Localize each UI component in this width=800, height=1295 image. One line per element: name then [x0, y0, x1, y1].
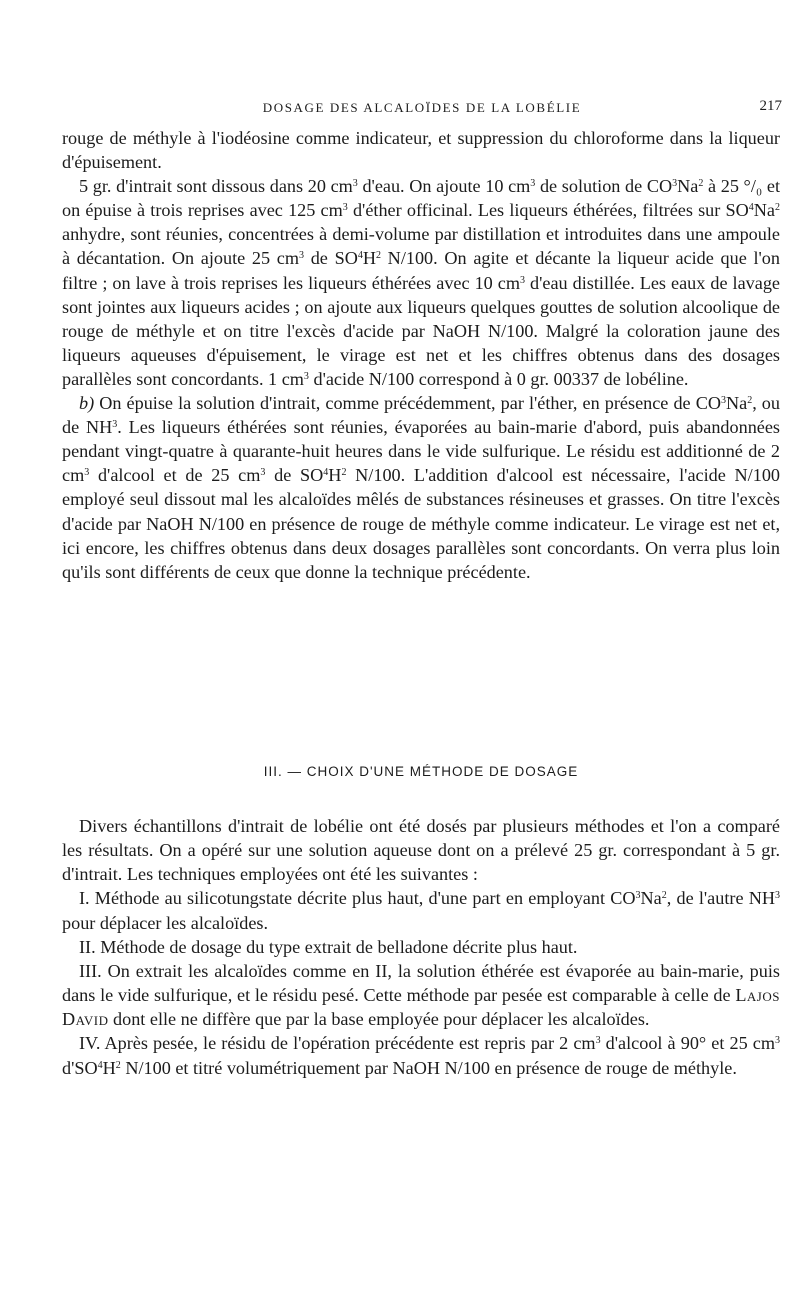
- paragraph-intro: Divers échantillons d'intrait de lobélie ont été dosés par plusieurs méthodes et l'on a comparé les résultats. On a opéré sur une solution aqueuse dont on a prélevé 25 gr. correspondant à 5 gr. d'intrait. Les techniques employées ont été les suivantes :: [62, 816, 780, 885]
- paragraph-technique-2: II. Méthode de dosage du type extrait de belladone décrite plus haut.: [79, 936, 578, 957]
- body-part-1: [62, 126, 780, 584]
- paragraph-continuation: rouge de méthyle à l'iodéosine comme indicateur, et suppression du chloroforme dans la liqueur d'épuisement.: [62, 128, 780, 173]
- paragraph-technique-3: III. On extrait les alcaloïdes comme en II, la solution éthérée est évaporée au bain-marie, puis dans le vide sulfurique, et le résidu pesé. Cette méthode par pesée est comparable à celle de Lajos David dont elle ne diffère que par la base employée pour déplacer les alcaloïdes.: [62, 960, 780, 1030]
- page-number: 217: [759, 98, 782, 114]
- body-part-2: [62, 814, 780, 1080]
- paragraph-technique-4: IV. Après pesée, le résidu de l'opération précédente est repris par 2 $cm^3$ d'alcool à 90° et 25 $cm^3$ $d'SO^4H^2$ N/100 et titré volumétriquement par NaOH N/100 en présence de rouge de méthyle.: [62, 1033, 781, 1078]
- section-heading: III. — CHOIX D'UNE MÉTHODE DE DOSAGE: [263, 764, 579, 779]
- paragraph-method-b: b) On épuise la solution d'intrait, comme précédemment, par l'éther, en présence de $CO^3Na^2$, ou de $NH^3$. Les liqueurs éthérées sont réunies, évaporées au bain-marie d'abord, puis abandonnées pendant vingt-quatre à quarante-huit heures dans le vide sulfurique. Le résidu est additionné de 2 $cm^3$ d'alcool et de 25 $cm^3$ de $SO^4H^2$ N/100. L'addition d'alcool est nécessaire, l'acide N/100 employé seul dissout mal les alcaloïdes mêlés de substances résineuses et grasses. On titre l'excès d'acide par NaOH N/100 en présence de rouge de méthyle comme indicateur. Le virage est net et, ici encore, les chiffres obtenus dans deux dosages parallèles sont concordants. On verra plus loin qu'ils sont différents de ceux que donne la technique précédente.: [62, 393, 781, 582]
- running-head-title: DOSAGE DES ALCALOÏDES DE LA LOBÉLIE: [262, 100, 582, 115]
- paragraph-method-a: 5 gr. d'intrait sont dissous dans 20 $cm^3$ d'eau. On ajoute 10 $cm^3$ de solution de $CO^3Na^2$ à 25 °/₀ et on épuise à trois reprises avec 125 $cm^3$ d'éther officinal. Les liqueurs éthérées, filtrées sur $SO^4Na^2$ anhydre, sont réunies, concentrées à demi-volume par distillation et introduites dans une ampoule à décantation. On ajoute 25 $cm^3$ de $SO^4H^2$ N/100. On agite et décante la liqueur acide que l'on filtre ; on lave à trois reprises les liqueurs éthérées avec 10 $cm^3$ d'eau distillée. Les eaux de lavage sont jointes aux liqueurs acides ; on ajoute aux liqueurs quelques gouttes de solution alcoolique de rouge de méthyle et on titre l'excès d'acide par NaOH N/100. Malgré la coloration jaune des liqueurs aqueuses d'épuisement, le virage est net et les chiffres obtenus dans des dosages parallèles sont concordants. 1 $cm^3$ d'acide N/100 correspond à 0 gr. 00337 de lobéline.: [62, 176, 781, 389]
- author-name: Lajos David: [62, 985, 780, 1030]
- running-head: [62, 97, 782, 119]
- paragraph-technique-1: I. Méthode au silicotungstate décrite plus haut, d'une part en employant $CO^3Na^2$, de l'autre $NH^3$ pour déplacer les alcaloïdes.: [62, 888, 780, 933]
